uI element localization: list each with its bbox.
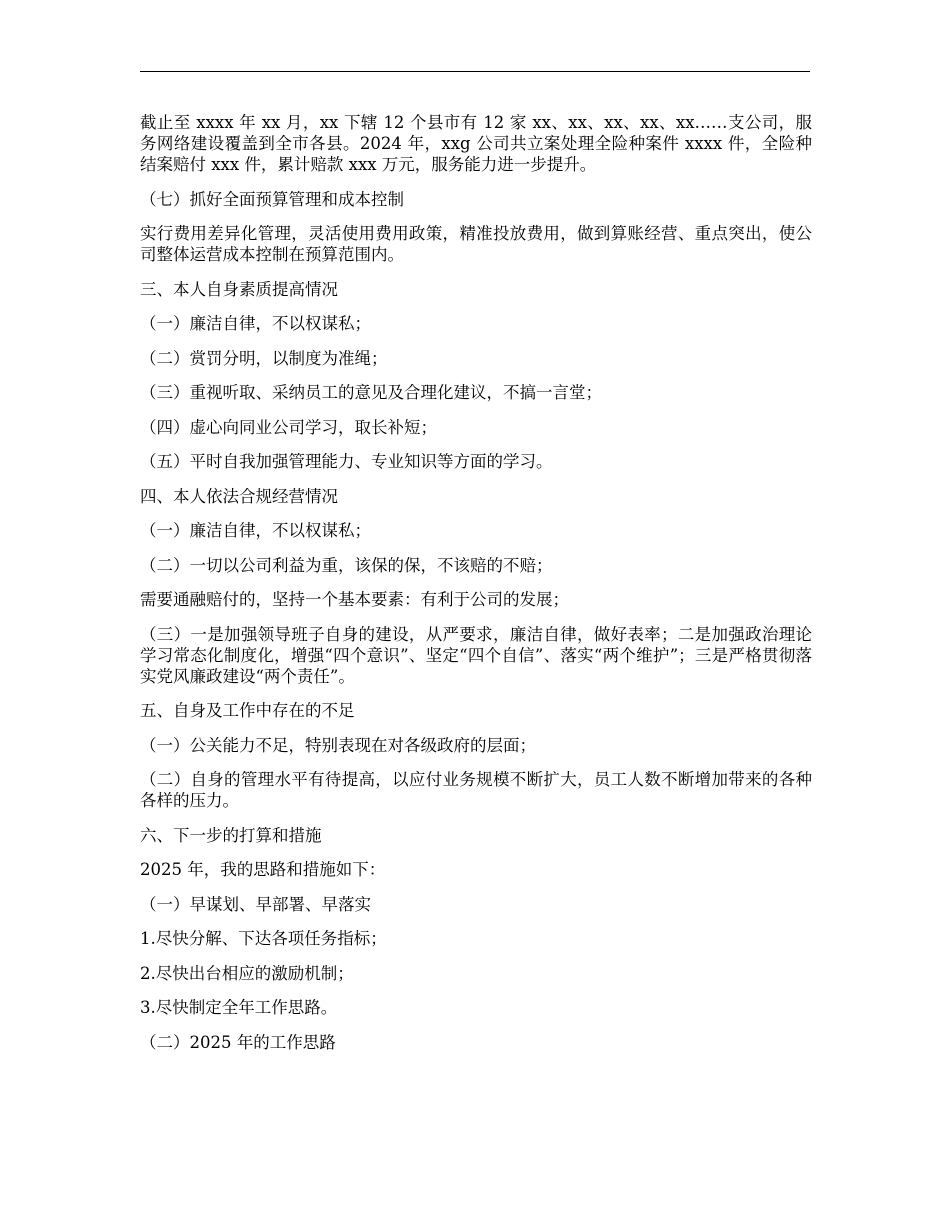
- list-item-pr-ability: （一）公关能力不足，特别表现在对各级政府的层面；: [140, 735, 536, 755]
- list-item-company-interest: （二）一切以公司利益为重，该保的保，不该赔的不赔；: [140, 555, 553, 575]
- list-item-self-study: （五）平时自我加强管理能力、专业知识等方面的学习。: [140, 452, 553, 471]
- list-item-leadership-building: （三）一是加强领导班子自身的建设，从严要求，廉洁自律，做好表率；二是加强政治理论学习常态化制度化，增强“四个意识”、坚定“四个自信”、落实“两个维护”；三是严格贯彻落实党风廉政建设“两个责任”。: [140, 624, 812, 686]
- heading-budget-cost-control: （七）抓好全面预算管理和成本控制: [140, 189, 404, 209]
- header-rule: [140, 71, 810, 72]
- document-body: [140, 112, 812, 1066]
- list-item-learn-from-peers: （四）虚心向同业公司学习，取长补短；: [140, 417, 437, 437]
- section-heading-compliance: 四、本人依法合规经营情况: [140, 486, 338, 506]
- section-heading-self-improvement: 三、本人自身素质提高情况: [140, 279, 338, 299]
- section-heading-shortcomings: 五、自身及工作中存在的不足: [140, 701, 355, 720]
- paragraph-2025-plan-intro: 2025 年，我的思路和措施如下：: [140, 860, 386, 879]
- sub-heading-2025-work-plan: （二）2025 年的工作思路: [140, 1032, 336, 1052]
- numbered-item-2: 2.尽快出台相应的激励机制；: [140, 963, 354, 983]
- list-item-integrity: （一）廉洁自律，不以权谋私；: [140, 314, 371, 333]
- numbered-item-3: 3.尽快制定全年工作思路。: [140, 998, 338, 1017]
- list-item-management-level: （二）自身的管理水平有待提高，以应付业务规模不断扩大，员工人数不断增加带来的各种各样的压力。: [140, 770, 812, 810]
- paragraph-cost-management: 实行费用差异化管理，灵活使用费用政策，精准投放费用，做到算账经营、重点突出，使公司整体运营成本控制在预算范围内。: [140, 224, 812, 264]
- list-item-listen-to-staff: （三）重视听取、采纳员工的意见及合理化建议，不搞一言堂；: [140, 383, 602, 402]
- sub-heading-early-planning: （一）早谋划、早部署、早落实: [140, 894, 371, 914]
- section-heading-next-steps: 六、下一步的打算和措施: [140, 825, 322, 845]
- list-item-rewards-penalties: （二）赏罚分明，以制度为准绳；: [140, 348, 388, 368]
- paragraph-accommodation-claims: 需要通融赔付的，坚持一个基本要素：有利于公司的发展；: [140, 590, 569, 609]
- list-item-integrity-2: （一）廉洁自律，不以权谋私；: [140, 521, 371, 540]
- paragraph-service-network: 截止至 xxxx 年 xx 月，xx 下辖 12 个县市有 12 家 xx、xx、xx、xx、xx……支公司，服务网络建设覆盖到全市各县。2024 年，xxg 公司共立案处理全险种案件 xxxx 件，全险种结案赔付 xxx 件，累计赔款 xxx 万元，服务能力进一步提升。: [140, 113, 812, 174]
- numbered-item-1: 1.尽快分解、下达各项任务指标；: [140, 929, 387, 948]
